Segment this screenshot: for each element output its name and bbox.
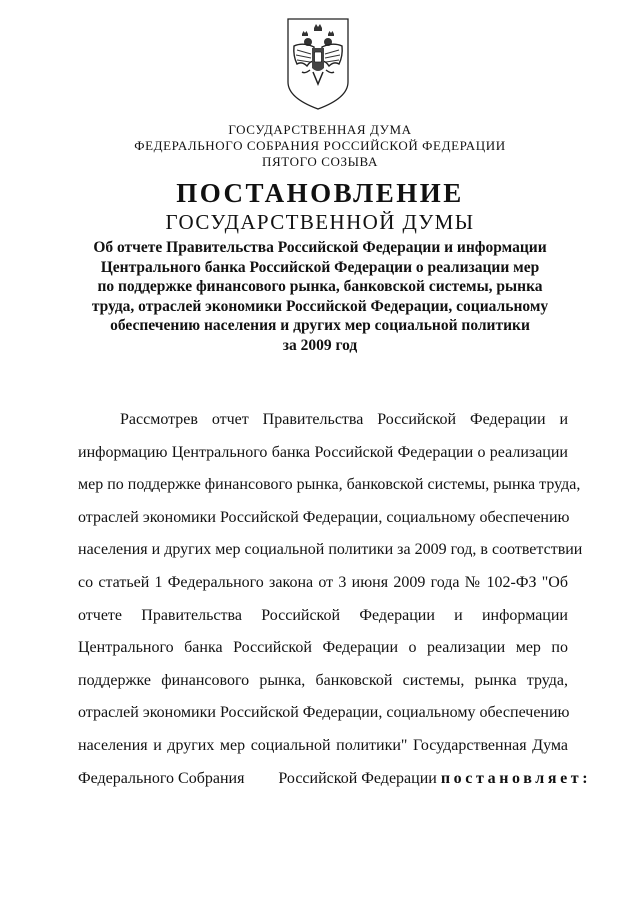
body-line: Рассмотрев отчет Правительства Российской Федерации и — [120, 411, 568, 428]
body-line: Центрального банка Российской Федерации о реализации мер по — [78, 639, 568, 657]
subject-line: Об отчете Правительства Российской Федерации и информации — [93, 239, 547, 256]
body-line: поддержке финансового рынка, банковской системы, рынка труда, — [78, 671, 568, 689]
document-type-subtitle: ГОСУДАРСТВЕННОЙ ДУМЫ — [165, 210, 475, 234]
body-line: отчете Правительства Российской Федерации и информации — [78, 606, 568, 624]
body-line: отраслей экономики Российской Федерации, социальному обеспечению — [78, 704, 570, 722]
subject-line: за 2009 год — [282, 336, 358, 354]
body-line: населения и других мер социальной политики" Государственная Дума — [78, 736, 568, 754]
body-line: информацию Центрального банка Российской Федерации о реализации — [78, 443, 568, 461]
subject-line: труда, отраслей экономики Российской Федерации, социальному — [91, 297, 549, 315]
document-subject — [88, 238, 552, 355]
body-paragraph — [78, 404, 592, 795]
body-line: отраслей экономики Российской Федерации, социальному обеспечению — [78, 508, 570, 526]
body-line: населения и других мер социальной политики за 2009 год, в соответствии — [78, 541, 583, 559]
document-type-title: ПОСТАНОВЛЕНИЕ — [176, 178, 464, 208]
body-line: мер по поддержке финансового рынка, банковской системы, рынка труда, — [78, 476, 581, 494]
body-last-line-part-b: Российской Федерации — [278, 769, 437, 787]
subject-line: Центрального банка Российской Федерации о реализации мер — [100, 258, 540, 276]
issuer-line-2: ФЕДЕРАЛЬНОГО СОБРАНИЯ РОССИЙСКОЙ ФЕДЕРАЦИИ — [134, 138, 506, 153]
body-last-line-part-a: Федерального Собрания — [78, 769, 245, 787]
subject-line: обеспечению населения и других мер социальной политики — [110, 317, 530, 334]
body-line: со статьей 1 Федерального закона от 3 июня 2009 года № 102-ФЗ "Об — [78, 573, 568, 591]
coat-of-arms-emblem — [285, 16, 351, 112]
resolution-verb: постановляет: — [440, 769, 592, 787]
issuer-line-1: ГОСУДАРСТВЕННАЯ ДУМА — [228, 122, 412, 137]
russian-coat-of-arms-icon — [285, 16, 351, 112]
subject-line: по поддержке финансового рынка, банковской системы, рынка — [97, 278, 543, 295]
body-last-line — [78, 763, 592, 796]
issuer-line-3: ПЯТОГО СОЗЫВА — [262, 154, 378, 169]
